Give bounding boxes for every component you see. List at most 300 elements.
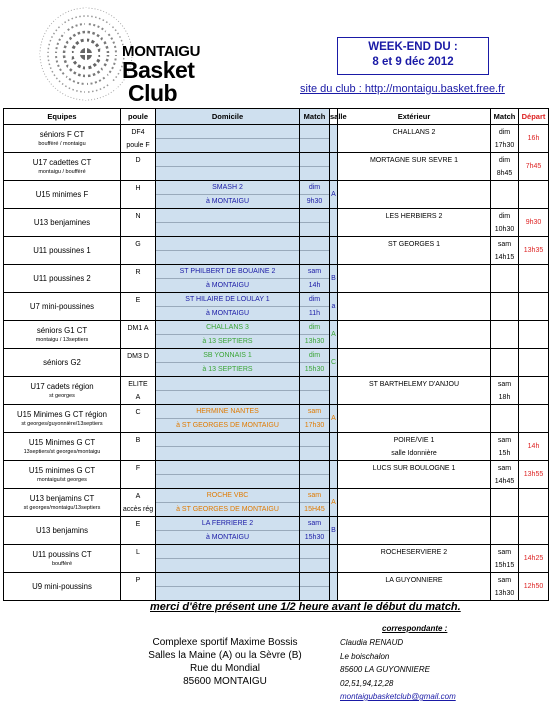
correspondant-line: 02,51,94,12,28 <box>340 678 394 688</box>
match-away-cell <box>491 489 519 517</box>
match-home-day <box>300 153 329 167</box>
domicile-opponent <box>156 573 299 587</box>
poule-line <box>121 475 155 488</box>
domicile-opponent: LA FERRIERE 2 <box>156 517 299 531</box>
match-home-cell <box>300 293 330 321</box>
match-away-time: 13h30 <box>494 589 515 597</box>
table-row <box>4 433 549 461</box>
depart-cell: 13h55 <box>519 461 549 489</box>
domicile-opponent: HERMINE NANTES <box>156 405 299 419</box>
match-away-cell <box>491 181 519 209</box>
salle-cell <box>330 545 338 573</box>
team-sub: st georges <box>49 393 75 399</box>
match-home-time: 15H45 <box>304 506 325 513</box>
salle-cell: A <box>330 321 338 349</box>
domicile-opponent: ROCHE VBC <box>156 489 299 503</box>
match-home-time <box>300 587 329 600</box>
domicile-venue <box>156 251 299 264</box>
domicile-cell <box>156 293 300 321</box>
team-name: U11 poussines 1 <box>33 246 91 255</box>
team-name: séniors G2 <box>43 358 81 367</box>
team-cell <box>4 461 121 489</box>
poule-line <box>121 307 155 320</box>
domicile-venue: à MONTAIGU <box>205 534 250 541</box>
domicile-opponent: SB YONNAIS 1 <box>156 349 299 363</box>
address-line: Rue du Mondial <box>189 663 261 674</box>
depart-cell <box>519 489 549 517</box>
team-name: U17 cadettes CT <box>32 158 92 167</box>
match-away-time: 8h45 <box>496 169 513 177</box>
domicile-venue <box>156 167 299 180</box>
depart-cell: 14h <box>519 433 549 461</box>
table-row <box>4 461 549 489</box>
match-away-time: 14h45 <box>494 477 515 485</box>
domicile-opponent <box>156 433 299 447</box>
poule-line: ELITE <box>128 380 148 388</box>
match-away-day <box>491 406 518 419</box>
domicile-cell <box>156 153 300 181</box>
salle-cell: A <box>330 489 338 517</box>
team-cell <box>4 237 121 265</box>
match-away-day <box>491 518 518 531</box>
table-row <box>4 545 549 573</box>
depart-cell <box>519 517 549 545</box>
table-row <box>4 349 549 377</box>
match-home-cell <box>300 237 330 265</box>
match-home-day: dim <box>300 293 329 307</box>
team-cell <box>4 377 121 405</box>
team-name: U11 poussines 2 <box>33 274 91 283</box>
team-sub: bouffèré / montaigu <box>38 141 86 147</box>
salle-cell: C <box>330 349 338 377</box>
table-row <box>4 377 549 405</box>
domicile-cell <box>156 377 300 405</box>
exterieur-venue <box>338 335 490 348</box>
team-cell <box>4 349 121 377</box>
match-away-time <box>491 195 518 208</box>
table-row <box>4 293 549 321</box>
match-away-time: 18h <box>498 393 511 401</box>
exterieur-cell <box>338 293 491 321</box>
poule-line <box>121 419 155 432</box>
exterieur-opponent: ST GEORGES 1 <box>388 240 440 248</box>
match-home-cell <box>300 181 330 209</box>
domicile-cell <box>156 321 300 349</box>
salle-cell: B <box>330 517 338 545</box>
team-name: U13 benjamins <box>35 526 88 535</box>
domicile-venue: à MONTAIGU <box>205 282 250 289</box>
weekend-title: WEEK-END DU : <box>368 41 458 53</box>
domicile-cell <box>156 489 300 517</box>
poule-line: R <box>135 268 141 276</box>
team-sub: st georges/guyonnière/13septiers <box>21 421 103 427</box>
match-home-day: dim <box>300 181 329 195</box>
exterieur-venue <box>338 167 490 180</box>
match-away-time <box>491 279 518 292</box>
poule-line <box>121 335 155 348</box>
domicile-opponent <box>156 545 299 559</box>
match-home-cell <box>300 517 330 545</box>
salle-cell <box>330 153 338 181</box>
exterieur-venue <box>338 139 490 152</box>
domicile-cell <box>156 517 300 545</box>
depart-cell: 9h30 <box>519 209 549 237</box>
poule-cell <box>121 545 156 573</box>
team-cell <box>4 209 121 237</box>
match-away-time: 17h30 <box>494 141 515 149</box>
poule-line: G <box>135 240 141 248</box>
poule-cell <box>121 321 156 349</box>
depart-cell: 16h <box>519 125 549 153</box>
exterieur-cell <box>338 545 491 573</box>
domicile-opponent: CHALLANS 3 <box>156 321 299 335</box>
match-home-cell <box>300 349 330 377</box>
domicile-venue <box>156 447 299 460</box>
team-name: séniors F CT <box>39 130 85 139</box>
match-home-time: 9h30 <box>306 198 323 205</box>
match-away-cell <box>491 293 519 321</box>
domicile-cell <box>156 237 300 265</box>
poule-line: DM1 A <box>127 324 149 332</box>
team-sub: montaigu / bouffèré <box>38 169 86 175</box>
match-home-time <box>300 447 329 460</box>
address-block <box>140 636 310 688</box>
depart-cell <box>519 377 549 405</box>
match-home-cell <box>300 433 330 461</box>
depart-cell: 14h25 <box>519 545 549 573</box>
poule-cell <box>121 293 156 321</box>
depart-cell <box>519 181 549 209</box>
table-row <box>4 153 549 181</box>
match-away-day: dim <box>498 212 511 220</box>
domicile-venue <box>156 223 299 236</box>
match-away-cell <box>491 237 519 265</box>
poule-line <box>121 195 155 208</box>
exterieur-venue <box>338 251 490 264</box>
poule-line: H <box>135 184 141 192</box>
match-home-cell <box>300 153 330 181</box>
poule-line: B <box>135 436 141 444</box>
match-home-time <box>300 475 329 488</box>
team-cell <box>4 517 121 545</box>
match-away-day <box>491 322 518 335</box>
match-home-day <box>300 573 329 587</box>
poule-line: C <box>135 408 141 416</box>
poule-cell <box>121 573 156 601</box>
match-away-cell <box>491 153 519 181</box>
match-home-day: dim <box>300 349 329 363</box>
match-home-day <box>300 461 329 475</box>
exterieur-cell <box>338 461 491 489</box>
salle-cell: a <box>330 293 338 321</box>
poule-cell <box>121 433 156 461</box>
domicile-cell <box>156 545 300 573</box>
match-home-time <box>300 223 329 236</box>
domicile-opponent <box>156 377 299 391</box>
match-away-time <box>491 503 518 516</box>
table-row <box>4 573 549 601</box>
salle-cell: A <box>330 181 338 209</box>
domicile-cell <box>156 461 300 489</box>
domicile-venue <box>156 559 299 572</box>
match-away-cell <box>491 433 519 461</box>
header-depart: Départ <box>519 109 549 125</box>
site-link[interactable]: site du club : http://montaigu.basket.free.fr <box>300 83 505 95</box>
match-away-day: sam <box>497 464 512 472</box>
domicile-venue: à ST GEORGES DE MONTAIGU <box>176 506 279 513</box>
exterieur-cell <box>338 181 491 209</box>
match-away-day <box>491 182 518 195</box>
match-home-day <box>300 433 329 447</box>
domicile-cell <box>156 209 300 237</box>
match-away-cell <box>491 377 519 405</box>
depart-cell <box>519 405 549 433</box>
correspondant-line: 85600 LA GUYONNIERE <box>340 665 430 674</box>
match-away-day: sam <box>497 240 512 248</box>
domicile-opponent <box>156 461 299 475</box>
match-home-day <box>300 377 329 391</box>
exterieur-venue <box>338 307 490 320</box>
team-cell <box>4 573 121 601</box>
match-away-time: 14h15 <box>494 253 515 261</box>
match-home-cell <box>300 321 330 349</box>
team-cell <box>4 181 121 209</box>
address-line: 85600 MONTAIGU <box>183 676 267 687</box>
table-row <box>4 181 549 209</box>
match-away-cell <box>491 545 519 573</box>
match-home-cell <box>300 405 330 433</box>
match-away-time <box>491 419 518 432</box>
team-name: U15 Minimes G CT <box>28 438 96 447</box>
match-home-time: 15h30 <box>304 366 325 373</box>
domicile-opponent <box>156 125 299 139</box>
depart-cell <box>519 321 549 349</box>
poule-cell <box>121 181 156 209</box>
domicile-cell <box>156 349 300 377</box>
team-cell <box>4 293 121 321</box>
match-away-day: sam <box>497 548 512 556</box>
match-home-cell <box>300 545 330 573</box>
team-name: U15 Minimes G CT région <box>17 410 107 419</box>
match-home-day <box>300 209 329 223</box>
match-home-time <box>300 251 329 264</box>
match-away-time <box>491 307 518 320</box>
address-line: Salles la Maine (A) ou la Sèvre (B) <box>148 650 302 661</box>
match-home-cell <box>300 377 330 405</box>
exterieur-opponent <box>338 182 490 195</box>
salle-cell <box>330 461 338 489</box>
poule-line <box>121 531 155 544</box>
weekend-dates: 8 et 9 déc 2012 <box>372 56 454 68</box>
exterieur-cell <box>338 265 491 293</box>
match-away-time <box>491 531 518 544</box>
poule-line: F <box>135 464 141 472</box>
exterieur-opponent <box>338 266 490 279</box>
poule-line: E <box>135 520 141 528</box>
poule-line <box>121 279 155 292</box>
match-home-day: sam <box>300 489 329 503</box>
poule-cell <box>121 349 156 377</box>
poule-line <box>121 223 155 236</box>
exterieur-venue <box>338 587 490 600</box>
poule-line: accès rég <box>122 505 154 513</box>
exterieur-opponent <box>338 518 490 531</box>
table-row <box>4 265 549 293</box>
exterieur-cell <box>338 573 491 601</box>
match-home-day <box>300 545 329 559</box>
logo-line-2: Basket <box>122 57 195 83</box>
poule-cell <box>121 461 156 489</box>
exterieur-opponent: MORTAGNE SUR SEVRE 1 <box>369 156 459 164</box>
domicile-opponent: ST HILAIRE DE LOULAY 1 <box>156 293 299 307</box>
team-cell <box>4 321 121 349</box>
table-row <box>4 125 549 153</box>
team-cell <box>4 489 121 517</box>
domicile-cell <box>156 405 300 433</box>
poule-line: N <box>135 212 141 220</box>
domicile-opponent <box>156 153 299 167</box>
depart-cell <box>519 293 549 321</box>
domicile-cell <box>156 265 300 293</box>
exterieur-venue: salle Idonnière <box>391 449 437 457</box>
exterieur-venue <box>338 279 490 292</box>
exterieur-opponent: CHALLANS 2 <box>392 128 436 136</box>
exterieur-opponent: POIRE/VIE 1 <box>393 436 435 444</box>
match-away-time <box>491 363 518 376</box>
match-home-time: 13h30 <box>304 338 325 345</box>
match-away-cell <box>491 321 519 349</box>
poule-line <box>121 447 155 460</box>
poule-cell <box>121 377 156 405</box>
domicile-venue <box>156 475 299 488</box>
table-row <box>4 237 549 265</box>
match-away-day: dim <box>498 156 511 164</box>
domicile-cell <box>156 433 300 461</box>
domicile-opponent <box>156 209 299 223</box>
exterieur-venue <box>338 559 490 572</box>
header-exterieur: Extérieur <box>338 109 491 125</box>
salle-cell <box>330 377 338 405</box>
team-name: U9 mini-poussins <box>32 582 92 591</box>
exterieur-opponent: LES HERBIERS 2 <box>385 212 443 220</box>
team-cell <box>4 153 121 181</box>
poule-line: P <box>135 576 141 584</box>
team-cell <box>4 433 121 461</box>
team-sub: montaigu / 13septiers <box>35 337 89 343</box>
match-home-day: sam <box>300 517 329 531</box>
match-home-time <box>300 139 329 152</box>
match-home-day <box>300 125 329 139</box>
domicile-opponent <box>156 237 299 251</box>
salle-cell <box>330 125 338 153</box>
depart-cell: 12h50 <box>519 573 549 601</box>
match-home-time <box>300 167 329 180</box>
exterieur-opponent: ROCHESERVIERE 2 <box>380 548 448 556</box>
depart-cell: 7h45 <box>519 153 549 181</box>
exterieur-cell <box>338 349 491 377</box>
match-home-day: sam <box>300 265 329 279</box>
header-poule: poule <box>121 109 156 125</box>
poule-line <box>121 167 155 180</box>
header-match-home: Match <box>300 109 330 125</box>
match-away-time: 10h30 <box>494 225 515 233</box>
poule-line: DM3 D <box>127 352 149 360</box>
exterieur-opponent <box>338 350 490 363</box>
match-home-time <box>300 559 329 572</box>
poule-line: L <box>136 548 140 556</box>
team-cell <box>4 545 121 573</box>
correspondant-line: Claudia RENAUD <box>340 638 404 647</box>
poule-line: E <box>135 296 141 304</box>
match-home-cell <box>300 125 330 153</box>
domicile-venue <box>156 391 299 404</box>
poule-cell <box>121 405 156 433</box>
domicile-venue <box>156 587 299 600</box>
exterieur-cell <box>338 125 491 153</box>
table-row <box>4 321 549 349</box>
match-away-cell <box>491 405 519 433</box>
header-domicile: Domicile <box>156 109 300 125</box>
weekend-box <box>337 37 489 75</box>
match-away-cell <box>491 209 519 237</box>
exterieur-cell <box>338 405 491 433</box>
exterieur-cell <box>338 433 491 461</box>
exterieur-venue <box>338 503 490 516</box>
match-home-time: 11h <box>308 310 321 317</box>
exterieur-venue <box>338 363 490 376</box>
depart-cell: 13h35 <box>519 237 549 265</box>
match-away-cell <box>491 517 519 545</box>
poule-cell <box>121 153 156 181</box>
match-away-day: dim <box>498 128 511 136</box>
exterieur-venue <box>338 195 490 208</box>
match-away-day <box>491 294 518 307</box>
team-name: U17 cadets région <box>30 382 94 391</box>
exterieur-opponent <box>338 322 490 335</box>
exterieur-opponent: LUCS SUR BOULOGNE 1 <box>372 464 456 472</box>
exterieur-venue <box>338 391 490 404</box>
poule-line <box>121 363 155 376</box>
match-home-time: 14h <box>308 282 321 289</box>
team-cell <box>4 125 121 153</box>
match-home-cell <box>300 209 330 237</box>
match-away-day: sam <box>497 380 512 388</box>
match-away-day: sam <box>497 436 512 444</box>
domicile-venue: à MONTAIGU <box>205 310 250 317</box>
team-name: U7 mini-poussines <box>29 302 95 311</box>
match-away-cell <box>491 461 519 489</box>
match-away-day <box>491 490 518 503</box>
exterieur-opponent <box>338 294 490 307</box>
domicile-venue <box>156 139 299 152</box>
team-name: U13 benjamins CT <box>29 494 95 503</box>
match-home-cell <box>300 265 330 293</box>
correspondant-email[interactable]: montaigubasketclub@gmail.com <box>340 692 456 701</box>
correspondant-block <box>340 636 456 704</box>
depart-cell <box>519 349 549 377</box>
poule-line: poule F <box>126 141 150 149</box>
table-row <box>4 209 549 237</box>
match-away-cell <box>491 573 519 601</box>
exterieur-cell <box>338 517 491 545</box>
poule-cell <box>121 125 156 153</box>
salle-cell <box>330 573 338 601</box>
footer-message: merci d'être présent une 1/2 heure avant le début du match. <box>150 601 461 613</box>
poule-cell <box>121 237 156 265</box>
exterieur-opponent <box>338 490 490 503</box>
match-away-cell <box>491 349 519 377</box>
exterieur-cell <box>338 209 491 237</box>
